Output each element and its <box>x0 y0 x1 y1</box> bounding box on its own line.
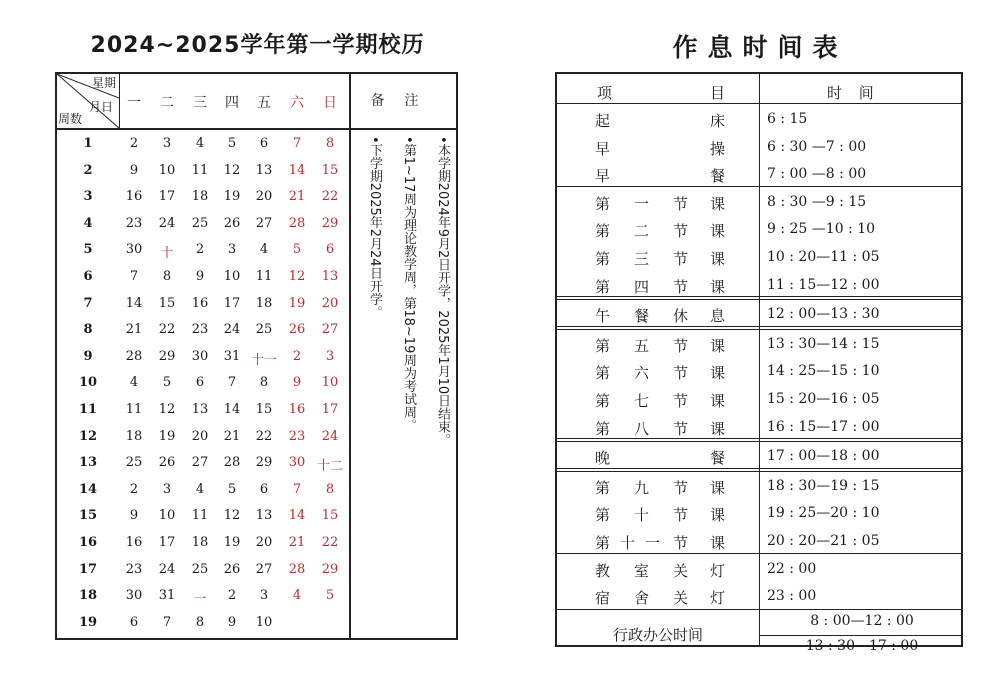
admin-hours-label: 行政办公时间 <box>612 625 703 644</box>
item-char: 六 <box>634 364 650 383</box>
schedule-time: 23 : 00 <box>767 588 817 605</box>
calendar-day: 13 <box>255 508 273 524</box>
calendar-day: 25 <box>255 322 273 338</box>
week-number: 4 <box>83 215 93 231</box>
calendar-day: 4 <box>259 242 269 258</box>
calendar-day: 11 <box>191 162 209 178</box>
item-char: 节 <box>673 336 689 355</box>
calendar-day: 19 <box>223 189 241 205</box>
item-char: 节 <box>673 478 689 497</box>
week-number: 14 <box>78 481 98 497</box>
item-char: 早 <box>595 139 611 158</box>
month-marker: 十二 <box>316 459 343 475</box>
calendar-day: 8 <box>195 614 205 630</box>
calendar-day: 29 <box>321 215 339 231</box>
schedule-time: 6 : 15 <box>767 111 808 127</box>
item-char: 四 <box>634 277 650 296</box>
item-char: 第 <box>595 336 611 355</box>
calendar-day: 12 <box>223 508 241 524</box>
calendar-day: 2 <box>129 136 139 151</box>
week-number: 16 <box>78 535 98 550</box>
calendar-day: 2 <box>129 481 139 497</box>
calendar-day: 3 <box>325 348 335 364</box>
calendar-day: 29 <box>255 455 273 471</box>
calendar-day: 19 <box>288 295 306 311</box>
calendar-day: 14 <box>223 402 241 417</box>
calendar-day: 8 <box>259 375 269 391</box>
daily-schedule-table <box>555 72 963 654</box>
calendar-day: 16 <box>191 295 209 311</box>
calendar-day: 12 <box>158 402 176 417</box>
calendar-day: 26 <box>223 215 241 231</box>
week-number: 2 <box>83 162 93 178</box>
calendar-day: 28 <box>288 561 306 577</box>
calendar-day: 20 <box>321 295 339 311</box>
item-char: 课 <box>710 277 726 296</box>
weekday-header-2: 二 <box>160 95 174 111</box>
item-char: 早 <box>595 167 611 186</box>
calendar-day: 19 <box>223 535 241 550</box>
calendar-day: 18 <box>255 295 273 311</box>
week-number: 3 <box>83 189 93 205</box>
item-char: 餐 <box>634 307 650 326</box>
calendar-day: 27 <box>321 322 339 338</box>
schedule-time: 17 : 00—18 : 00 <box>767 448 880 465</box>
calendar-day: 27 <box>255 561 273 577</box>
row-divider <box>557 296 961 300</box>
calendar-day: 10 <box>158 162 176 178</box>
calendar-day: 8 <box>325 136 335 151</box>
week-number: 11 <box>78 402 98 417</box>
item-char: 第 <box>595 222 611 241</box>
calendar-day: 6 <box>325 242 335 258</box>
item-char: 课 <box>710 506 726 525</box>
calendar-day: 20 <box>191 428 209 444</box>
item-char: 一 <box>645 534 661 552</box>
calendar-day: 3 <box>227 242 237 258</box>
calendar-day: 13 <box>191 402 209 417</box>
calendar-day: 25 <box>191 215 209 231</box>
item-char: 灯 <box>710 589 726 608</box>
item-char: 操 <box>710 139 726 158</box>
calendar-day: 10 <box>158 508 176 524</box>
calendar-day: 26 <box>158 455 176 471</box>
calendar-day: 25 <box>125 455 143 471</box>
calendar-day: 24 <box>321 428 339 444</box>
calendar-day: 16 <box>125 535 143 550</box>
item-char: 节 <box>673 534 689 552</box>
item-char: 课 <box>710 222 726 241</box>
calendar-day: 16 <box>288 402 306 417</box>
schedule-time: 22 : 00 <box>767 560 817 577</box>
calendar-day: 30 <box>125 242 143 258</box>
admin-time-divider <box>760 635 963 636</box>
item-char: 室 <box>634 561 650 580</box>
week-number: 5 <box>83 242 93 258</box>
item-char: 舍 <box>634 589 650 608</box>
calendar-day: 18 <box>125 428 143 444</box>
item-char: 十 <box>634 506 650 525</box>
item-char: 第 <box>595 506 611 525</box>
calendar-day: 14 <box>288 508 306 524</box>
item-char: 午 <box>595 307 611 326</box>
note-1: •本学期2024年9月2日开学，2025年1月10日结束。 <box>435 136 450 447</box>
calendar-day: 9 <box>129 162 139 178</box>
item-char: 课 <box>710 478 726 497</box>
calendar-day: 4 <box>129 375 139 391</box>
schedule-time: 15 : 20—16 : 05 <box>767 391 880 407</box>
item-char: 关 <box>673 561 689 580</box>
calendar-day: 2 <box>292 348 302 364</box>
item-char: 三 <box>634 250 650 268</box>
schedule-time: 10 : 20—11 : 05 <box>767 249 880 265</box>
calendar-day: 30 <box>191 348 209 364</box>
week-number: 15 <box>78 508 98 524</box>
item-char: 五 <box>634 336 650 355</box>
calendar-day: 11 <box>191 508 209 524</box>
calendar-day: 7 <box>292 481 302 497</box>
calendar-title: 2024~2025学年第一学期校历 <box>90 33 425 58</box>
calendar-day: 4 <box>195 481 205 497</box>
calendar-day: 21 <box>223 428 241 444</box>
week-number: 18 <box>78 588 98 604</box>
weekday-header-4: 四 <box>225 95 239 111</box>
item-char: 节 <box>673 419 689 438</box>
weekday-header-1: 一 <box>127 95 141 111</box>
calendar-day: 12 <box>223 162 241 178</box>
admin-hours-time: 8 : 00—12 : 00 <box>810 612 914 629</box>
column-divider <box>759 74 760 645</box>
calendar-day: 26 <box>288 322 306 338</box>
month-marker: 一 <box>193 592 207 608</box>
item-char: 节 <box>673 392 689 410</box>
calendar-day: 15 <box>321 508 339 524</box>
schedule-time: 7 : 00 —8 : 00 <box>767 166 867 183</box>
calendar-day: 7 <box>292 136 302 151</box>
calendar-day: 11 <box>125 402 143 417</box>
schedule-time: 14 : 25—15 : 10 <box>767 363 880 380</box>
item-char: 起 <box>595 112 611 130</box>
item-char: 第 <box>595 478 611 497</box>
calendar-day: 29 <box>158 348 176 364</box>
header-item-a: 项 <box>597 84 613 102</box>
calendar-day: 17 <box>223 295 241 311</box>
calendar-day: 6 <box>259 136 269 151</box>
row-divider <box>557 186 961 187</box>
calendar-day: 3 <box>162 481 172 497</box>
week-number: 13 <box>78 455 98 471</box>
item-char: 关 <box>673 589 689 608</box>
calendar-day: 20 <box>255 189 273 205</box>
week-number: 8 <box>83 322 93 338</box>
calendar-day: 14 <box>125 295 143 311</box>
item-char: 灯 <box>710 561 726 580</box>
item-char: 第 <box>595 277 611 296</box>
week-number: 12 <box>78 428 98 444</box>
calendar-day: 10 <box>255 614 273 630</box>
calendar-day: 2 <box>195 242 205 258</box>
notes-header: 备注 <box>349 74 458 128</box>
calendar-day: 7 <box>129 269 139 284</box>
calendar-day: 5 <box>325 588 335 604</box>
schedule-time: 8 : 30 —9 : 15 <box>767 193 867 210</box>
weekday-header-6: 六 <box>290 95 304 111</box>
item-char: 休 <box>673 307 689 326</box>
calendar-day: 4 <box>292 588 302 604</box>
item-char: 晚 <box>595 449 611 468</box>
row-divider <box>557 326 961 330</box>
calendar-day: 19 <box>158 428 176 444</box>
calendar-day: 15 <box>255 402 273 417</box>
week-number: 19 <box>78 614 98 630</box>
row-divider <box>557 609 961 610</box>
item-char: 课 <box>710 250 726 268</box>
calendar-day: 7 <box>227 375 237 391</box>
item-char: 节 <box>673 506 689 525</box>
calendar-day: 18 <box>191 189 209 205</box>
calendar-day: 7 <box>162 614 172 630</box>
calendar-day: 27 <box>255 215 273 231</box>
corner-weekday-label: 星期 <box>91 76 116 90</box>
item-char: 节 <box>673 222 689 241</box>
week-number: 17 <box>78 561 98 577</box>
schedule-time: 11 : 15—12 : 00 <box>767 276 880 293</box>
calendar-day: 8 <box>325 481 335 497</box>
item-char: 七 <box>634 392 650 410</box>
school-calendar-table <box>55 72 458 640</box>
calendar-day: 20 <box>255 535 273 550</box>
item-char: 节 <box>673 194 689 213</box>
calendar-day: 23 <box>191 322 209 338</box>
calendar-header-row <box>57 74 456 130</box>
item-char: 教 <box>595 561 611 580</box>
calendar-day: 10 <box>223 269 241 284</box>
week-number: 7 <box>83 295 93 311</box>
calendar-day: 22 <box>255 428 273 444</box>
calendar-day: 5 <box>292 242 302 258</box>
header-time: 时 间 <box>827 84 880 102</box>
calendar-day: 28 <box>125 348 143 364</box>
item-char: 床 <box>710 112 726 130</box>
calendar-day: 24 <box>158 561 176 577</box>
calendar-day: 2 <box>227 588 237 604</box>
schedule-time: 16 : 15—17 : 00 <box>767 418 880 435</box>
calendar-day: 6 <box>129 614 139 630</box>
calendar-day: 23 <box>125 215 143 231</box>
calendar-day: 24 <box>158 215 176 231</box>
notes-column <box>349 128 458 638</box>
item-char: 第 <box>595 534 611 552</box>
weekday-header-3: 三 <box>193 95 207 111</box>
calendar-day: 30 <box>288 455 306 471</box>
calendar-day: 22 <box>158 322 176 338</box>
schedule-time: 6 : 30 —7 : 00 <box>767 138 867 155</box>
calendar-day: 3 <box>259 588 269 604</box>
item-char: 课 <box>710 364 726 383</box>
calendar-day: 13 <box>321 269 339 284</box>
week-number: 6 <box>83 269 93 284</box>
calendar-day: 10 <box>321 375 339 391</box>
item-char: 第 <box>595 419 611 438</box>
calendar-day: 31 <box>223 348 241 364</box>
item-char: 课 <box>710 392 726 410</box>
calendar-day: 13 <box>255 162 273 178</box>
calendar-day: 6 <box>259 481 269 497</box>
calendar-day: 8 <box>162 269 172 284</box>
month-marker: 十 <box>160 246 174 262</box>
calendar-day: 22 <box>321 535 339 550</box>
calendar-day: 25 <box>191 561 209 577</box>
item-char: 九 <box>634 478 650 497</box>
calendar-day: 15 <box>158 295 176 311</box>
row-divider <box>557 468 961 472</box>
schedule-time: 9 : 25 —10 : 10 <box>767 221 876 238</box>
calendar-day: 14 <box>288 162 306 178</box>
calendar-day: 9 <box>292 375 302 391</box>
item-char: 节 <box>673 364 689 383</box>
header-item-b: 目 <box>710 84 726 102</box>
calendar-day: 21 <box>125 322 143 338</box>
calendar-day: 17 <box>158 189 176 205</box>
item-char: 课 <box>710 534 726 552</box>
month-marker: 十一 <box>250 352 277 368</box>
schedule-time: 20 : 20—21 : 05 <box>767 533 880 549</box>
calendar-day: 23 <box>125 561 143 577</box>
calendar-day: 5 <box>162 375 172 391</box>
item-char: 节 <box>673 277 689 296</box>
schedule-time: 12 : 00—13 : 30 <box>767 306 880 323</box>
schedule-time: 19 : 25—20 : 10 <box>767 505 880 522</box>
calendar-day: 5 <box>227 481 237 497</box>
row-divider <box>557 553 961 554</box>
calendar-day: 31 <box>158 588 176 604</box>
weekday-header-5: 五 <box>257 95 271 111</box>
calendar-day: 22 <box>321 189 339 205</box>
calendar-corner-cell <box>57 74 120 128</box>
calendar-day: 28 <box>223 455 241 471</box>
schedule-title: 作息时间表 <box>672 33 848 62</box>
schedule-time: 13 : 30—14 : 15 <box>767 335 880 352</box>
calendar-day: 11 <box>255 269 273 284</box>
calendar-day: 5 <box>227 136 237 151</box>
item-char: 十 <box>620 534 636 552</box>
calendar-day: 15 <box>321 162 339 178</box>
note-3: •下学期2025年2月24日开学。 <box>367 136 382 319</box>
corner-day-label: 月日 <box>89 100 114 114</box>
item-char: 第 <box>595 392 611 410</box>
calendar-day: 17 <box>321 402 339 417</box>
item-char: 一 <box>634 194 650 213</box>
corner-week-label: 周数 <box>58 112 83 126</box>
calendar-day: 23 <box>288 428 306 444</box>
calendar-day: 18 <box>191 535 209 550</box>
item-char: 第 <box>595 194 611 213</box>
week-number: 1 <box>83 136 93 151</box>
admin-hours-time: 13 : 30—17 : 00 <box>805 637 919 654</box>
calendar-day: 21 <box>288 189 306 205</box>
row-divider <box>557 103 961 104</box>
item-char: 宿 <box>595 589 611 608</box>
calendar-day: 9 <box>129 508 139 524</box>
item-char: 餐 <box>710 167 726 186</box>
calendar-day: 29 <box>321 561 339 577</box>
item-char: 课 <box>710 419 726 438</box>
item-char: 节 <box>673 250 689 268</box>
calendar-day: 9 <box>195 269 205 284</box>
weekday-header-7: 日 <box>323 95 337 111</box>
item-char: 餐 <box>710 449 726 468</box>
calendar-day: 12 <box>288 269 306 284</box>
calendar-day: 28 <box>288 215 306 231</box>
calendar-day: 6 <box>195 375 205 391</box>
calendar-day: 3 <box>162 136 172 151</box>
row-divider <box>557 438 961 442</box>
note-2: •第1~17周为理论教学周，第18~19周为考试周。 <box>401 136 416 432</box>
item-char: 课 <box>710 194 726 213</box>
item-char: 第 <box>595 250 611 268</box>
calendar-day: 4 <box>195 136 205 151</box>
schedule-time: 18 : 30—19 : 15 <box>767 477 880 494</box>
calendar-day: 17 <box>158 535 176 550</box>
calendar-day: 24 <box>223 322 241 338</box>
item-char: 八 <box>634 419 650 438</box>
calendar-day: 21 <box>288 535 306 550</box>
item-char: 二 <box>634 222 650 241</box>
calendar-day: 27 <box>191 455 209 471</box>
item-char: 课 <box>710 336 726 355</box>
item-char: 息 <box>710 307 726 326</box>
calendar-day: 9 <box>227 614 237 630</box>
week-number: 9 <box>83 348 93 364</box>
calendar-day: 16 <box>125 189 143 205</box>
calendar-day: 26 <box>223 561 241 577</box>
calendar-day: 30 <box>125 588 143 604</box>
week-number: 10 <box>78 375 98 391</box>
item-char: 第 <box>595 364 611 383</box>
